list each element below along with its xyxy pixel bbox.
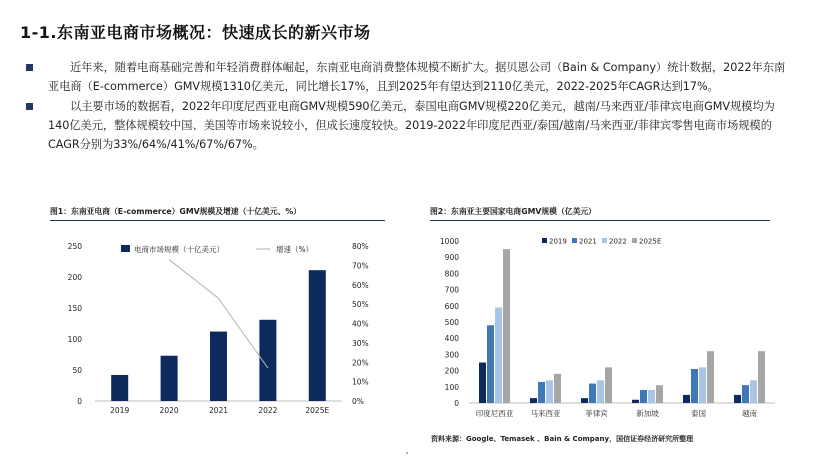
x-tick-label: 新加坡 xyxy=(636,409,659,418)
bar-印度尼西亚-2022 xyxy=(495,307,502,403)
x-tick-label: 菲律宾 xyxy=(585,409,608,418)
bullet-text: 近年来，随着电商基础完善和年轻消费群体崛起，东南亚电商消费整体规模不断扩大。据贝恩公司（Bain & Company）统计数据，2022年东南亚电商（E-commerce）GMV规模1310亿美元，同比增长17%，且到2025年有望达到2110亿美元，2022-2025年CAGR达到17%。 xyxy=(48,61,786,93)
bar-新加坡-2021 xyxy=(640,390,647,403)
bar-马来西亚-2025E xyxy=(554,374,561,403)
bar-新加坡-2019 xyxy=(632,400,639,403)
x-tick-label: 泰国 xyxy=(691,409,706,418)
y-tick-label: 1000 xyxy=(439,237,459,246)
bar-印度尼西亚-2025E xyxy=(503,249,510,403)
bar-印度尼西亚-2019 xyxy=(479,363,486,404)
legend-label: 2019 xyxy=(549,237,567,246)
bar-新加坡-2025E xyxy=(656,385,663,403)
right-tick-label: 80% xyxy=(352,242,369,251)
figure1-title: 图1：东南亚电商（E-commerce）GMV规模及增速（十亿美元、%） xyxy=(50,207,301,216)
legend-line-label: 增速（%） xyxy=(276,245,314,254)
bar-越南-2021 xyxy=(742,385,749,403)
legend-swatch-2021 xyxy=(572,238,577,243)
legend-label: 2021 xyxy=(579,237,597,246)
figure2-title: 图2：东南亚主要国家电商GMV规模（亿美元） xyxy=(430,207,596,216)
x-tick-label: 2022 xyxy=(258,406,278,415)
x-tick-label: 2020 xyxy=(159,406,179,415)
right-tick-label: 0% xyxy=(352,397,364,406)
right-tick-label: 10% xyxy=(352,377,369,387)
legend-swatch-2022 xyxy=(602,238,607,243)
bar-越南-2019 xyxy=(734,395,741,403)
left-tick-label: 150 xyxy=(67,304,82,313)
x-tick-label: 印度尼西亚 xyxy=(475,409,514,418)
y-tick-label: 300 xyxy=(444,350,459,360)
bar-菲律宾-2025E xyxy=(605,367,612,403)
bar-马来西亚-2022 xyxy=(546,380,553,403)
right-tick-label: 60% xyxy=(352,280,369,290)
y-tick-label: 800 xyxy=(444,269,459,279)
bar-泰国-2019 xyxy=(683,395,690,403)
bar-菲律宾-2022 xyxy=(597,380,604,403)
legend-swatch-2019 xyxy=(542,238,547,243)
bar-泰国-2021 xyxy=(691,369,698,403)
y-tick-label: 600 xyxy=(444,301,459,311)
bar-新加坡-2022 xyxy=(648,390,655,403)
legend-swatch-2025E xyxy=(632,238,637,243)
legend-label: 2025E xyxy=(639,237,662,246)
y-tick-label: 0 xyxy=(454,399,459,408)
page-dot xyxy=(406,452,408,454)
x-tick-label: 2021 xyxy=(208,406,229,415)
bar-越南-2022 xyxy=(750,380,757,403)
left-tick-label: 200 xyxy=(67,273,82,282)
right-tick-label: 40% xyxy=(352,319,369,329)
bar-泰国-2022 xyxy=(699,367,706,403)
bar-菲律宾-2019 xyxy=(581,398,588,403)
legend-bar-label: 电商市场规模（十亿美元） xyxy=(134,245,224,254)
x-tick-label: 马来西亚 xyxy=(530,409,561,418)
left-tick-label: 50 xyxy=(72,366,82,375)
bar-印度尼西亚-2021 xyxy=(487,325,494,403)
right-tick-label: 30% xyxy=(352,338,369,348)
x-tick-label: 2019 xyxy=(110,406,130,415)
bar-菲律宾-2021 xyxy=(589,384,596,403)
x-tick-label: 2025E xyxy=(305,406,330,415)
bar-泰国-2025E xyxy=(707,351,714,403)
y-tick-label: 500 xyxy=(444,318,459,327)
page-title: 1-1.东南亚电商市场概况：快速成长的新兴市场 xyxy=(20,23,371,42)
y-tick-label: 900 xyxy=(444,253,459,263)
right-tick-label: 50% xyxy=(352,300,369,310)
source-note: 资料来源：Google、Temasek 、Bain & Company，国信证券经济研究所整理 xyxy=(431,435,694,443)
y-tick-label: 400 xyxy=(444,334,459,344)
legend-label: 2022 xyxy=(609,237,627,246)
y-tick-label: 700 xyxy=(444,285,459,295)
bullet-text: 以主要市场的数据看，2022年印度尼西亚电商GMV规模590亿美元，泰国电商GMV规模220亿美元，越南/马来西亚/菲律宾电商GMV规模均为140亿美元，整体规模较中国、美国等市场来说较小，但成长速度较快。2019-2022年印度尼西亚/泰国/越南/马来西亚/菲律宾零售电商市场规模的CAGR分别为33%/64%/41%/67%/67%。 xyxy=(48,100,775,151)
y-tick-label: 100 xyxy=(444,382,459,392)
bar-马来西亚-2021 xyxy=(538,382,545,403)
y-tick-label: 200 xyxy=(444,366,459,376)
x-tick-label: 越南 xyxy=(742,409,757,418)
left-tick-label: 250 xyxy=(67,242,82,251)
left-tick-label: 100 xyxy=(67,335,82,344)
bar-越南-2025E xyxy=(758,351,765,403)
right-tick-label: 70% xyxy=(352,261,369,271)
right-tick-label: 20% xyxy=(352,358,369,368)
bar-马来西亚-2019 xyxy=(530,398,537,403)
left-tick-label: 0 xyxy=(77,397,82,406)
